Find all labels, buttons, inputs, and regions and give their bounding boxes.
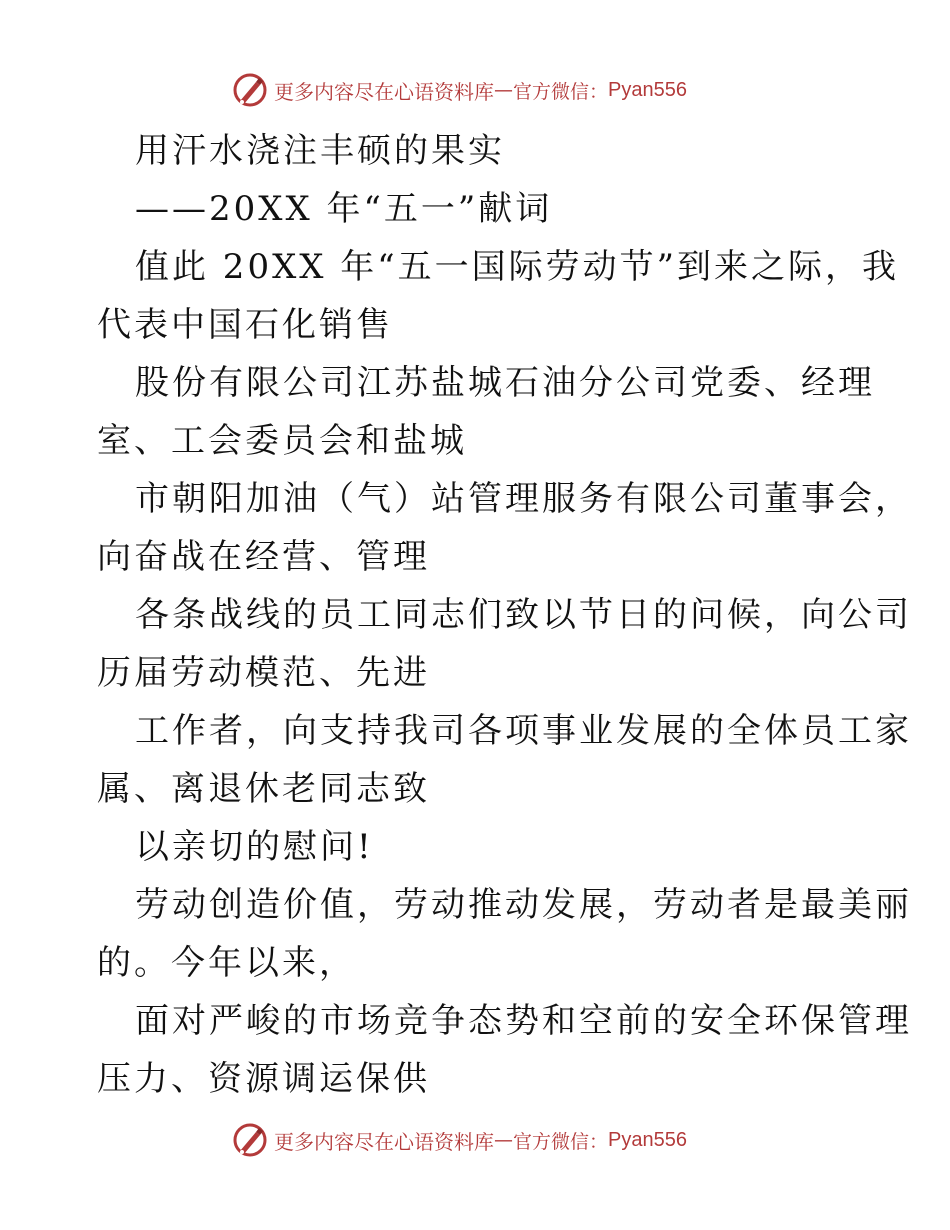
paragraph-line: 工作者，向支持我司各项事业发展的全体员工家: [135, 711, 912, 751]
banner-text: 更多内容尽在心语资料库: [274, 1129, 494, 1154]
document-subtitle: ——20XX 年“五一”献词: [135, 189, 553, 229]
paragraph-line: 股份有限公司江苏盐城石油分公司党委、经理: [135, 363, 875, 403]
paragraph-line: 市朝阳加油（气）站管理服务有限公司董事会，: [135, 479, 912, 519]
paragraph-line: 面对严峻的市场竞争态势和空前的安全环保管理: [135, 1001, 912, 1041]
paragraph-line: 的。今年以来，: [97, 943, 356, 983]
paragraph-line: 代表中国石化销售: [97, 305, 393, 345]
paragraph-line: 向奋战在经营、管理: [97, 537, 430, 577]
banner-wechat-id: Pyan556: [608, 1128, 687, 1151]
paragraph-line: 各条战线的员工同志们致以节日的问候，向公司: [135, 595, 912, 635]
paragraph-line: 值此 20XX 年“五一国际劳动节”到来之际，我: [135, 247, 900, 287]
banner-separator: —: [494, 79, 513, 101]
paragraph-line: 室、工会委员会和盐城: [97, 421, 467, 461]
paragraph-line: 历届劳动模范、先进: [97, 653, 430, 693]
document-title: 用汗水浇注丰硕的果实: [135, 131, 505, 171]
header-banner: [230, 70, 687, 110]
banner-label: 官方微信：: [513, 80, 609, 103]
banner-label: 官方微信：: [513, 1130, 609, 1153]
paragraph-line: 劳动创造价值，劳动推动发展，劳动者是最美丽: [135, 885, 912, 925]
document-body: [97, 122, 912, 1108]
paragraph-line: 以亲切的慰问!: [135, 827, 374, 867]
banner-text: 更多内容尽在心语资料库: [274, 79, 494, 104]
banner-wechat-id: Pyan556: [608, 78, 687, 101]
paragraph-line: 压力、资源调运保供: [97, 1059, 430, 1099]
pen-logo-icon: [230, 1120, 270, 1160]
banner-separator: —: [494, 1129, 513, 1151]
pen-logo-icon: [230, 70, 270, 110]
paragraph-line: 属、离退休老同志致: [97, 769, 430, 809]
footer-banner: [230, 1120, 687, 1160]
